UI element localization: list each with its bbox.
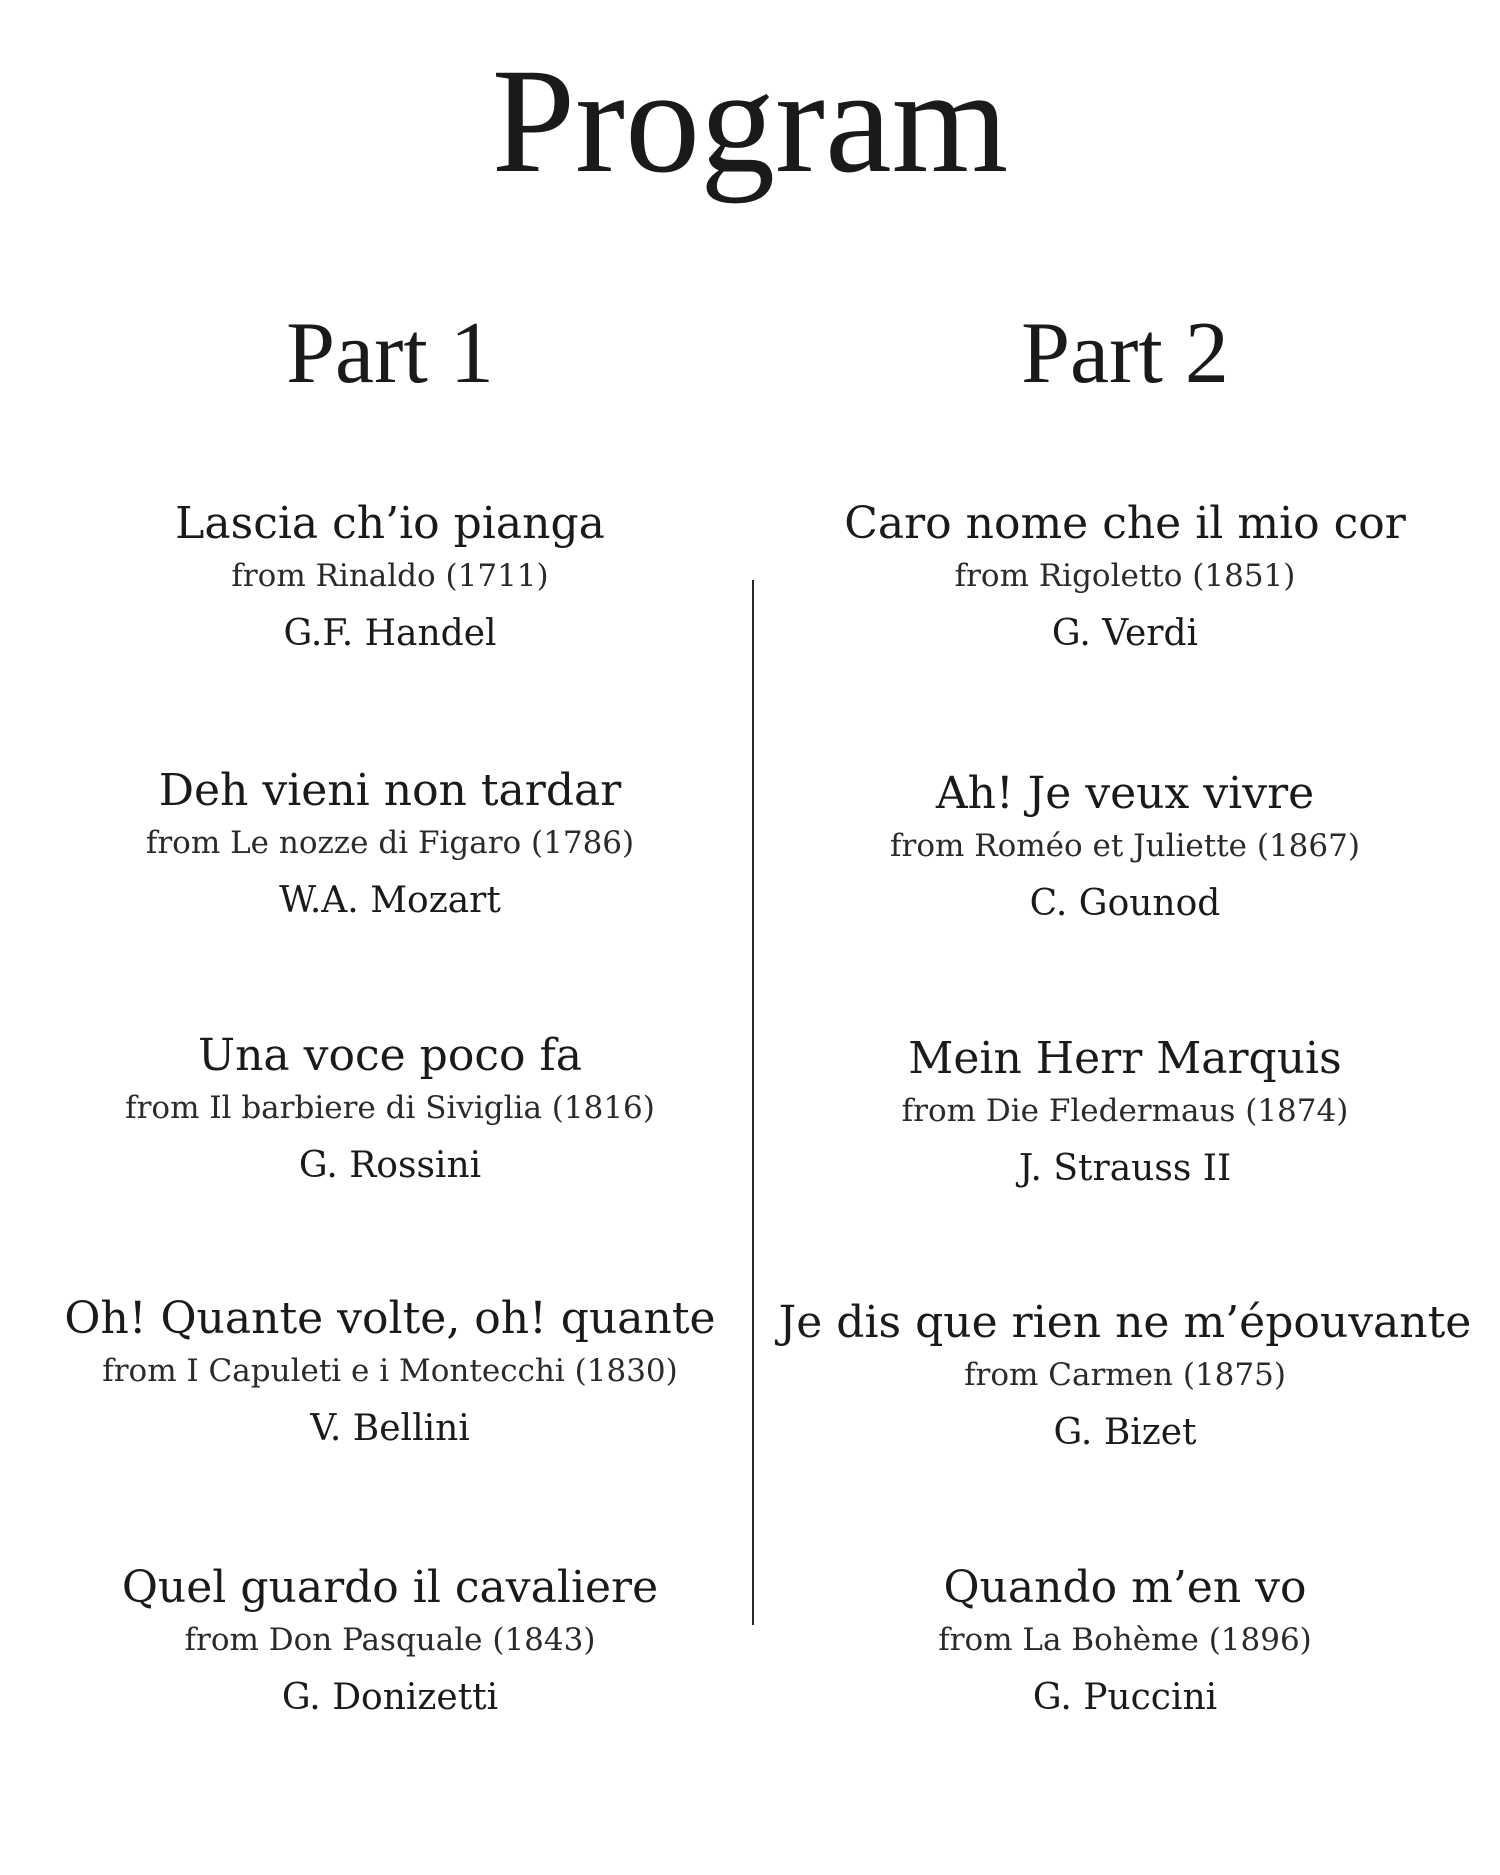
aria-title: Deh vieni non tardar bbox=[158, 765, 622, 816]
part-1-heading: Part 1 bbox=[286, 305, 494, 402]
opera-source: from Le nozze di Figaro (1786) bbox=[145, 825, 635, 861]
program-item bbox=[25, 1293, 755, 1451]
program-item bbox=[760, 1033, 1490, 1191]
composer-name: C. Gounod bbox=[1029, 883, 1221, 924]
composer-name: G. Verdi bbox=[1051, 613, 1199, 654]
program-item bbox=[25, 498, 755, 656]
composer-name: G.F. Handel bbox=[283, 613, 497, 654]
composer-name: G. Bizet bbox=[1053, 1412, 1197, 1453]
aria-title: Caro nome che il mio cor bbox=[844, 498, 1406, 549]
program-item bbox=[760, 768, 1490, 926]
aria-title: Lascia ch’io pianga bbox=[175, 498, 605, 549]
opera-source: from La Bohème (1896) bbox=[938, 1622, 1312, 1658]
aria-title: Mein Herr Marquis bbox=[908, 1033, 1342, 1084]
opera-source: from Carmen (1875) bbox=[964, 1357, 1286, 1393]
composer-name: W.A. Mozart bbox=[279, 880, 501, 921]
aria-title: Ah! Je veux vivre bbox=[935, 768, 1315, 819]
composer-name: G. Puccini bbox=[1032, 1677, 1218, 1718]
composer-name: J. Strauss II bbox=[1018, 1148, 1232, 1189]
opera-source: from Die Fledermaus (1874) bbox=[901, 1093, 1349, 1129]
program-item bbox=[760, 1562, 1490, 1720]
program-item bbox=[25, 1562, 755, 1720]
aria-title: Oh! Quante volte, oh! quante bbox=[64, 1293, 716, 1344]
program-item bbox=[760, 498, 1490, 656]
aria-title: Una voce poco fa bbox=[198, 1030, 582, 1081]
opera-source: from Rigoletto (1851) bbox=[954, 558, 1296, 594]
program-item bbox=[25, 765, 755, 923]
aria-title: Quel guardo il cavaliere bbox=[121, 1562, 659, 1613]
composer-name: G. Donizetti bbox=[281, 1677, 499, 1718]
opera-source: from I Capuleti e i Montecchi (1830) bbox=[102, 1353, 678, 1389]
aria-title: Je dis que rien ne m’épouvante bbox=[778, 1297, 1472, 1348]
composer-name: V. Bellini bbox=[310, 1408, 470, 1449]
opera-source: from Il barbiere di Siviglia (1816) bbox=[125, 1090, 655, 1126]
program-item bbox=[760, 1297, 1490, 1455]
opera-source: from Don Pasquale (1843) bbox=[184, 1622, 596, 1658]
composer-name: G. Rossini bbox=[298, 1145, 482, 1186]
opera-source: from Rinaldo (1711) bbox=[231, 558, 549, 594]
part-2-heading: Part 2 bbox=[1021, 305, 1229, 402]
program-item bbox=[25, 1030, 755, 1188]
program-title: Program bbox=[491, 38, 1009, 204]
aria-title: Quando m’en vo bbox=[943, 1562, 1307, 1613]
opera-source: from Roméo et Juliette (1867) bbox=[890, 828, 1360, 864]
